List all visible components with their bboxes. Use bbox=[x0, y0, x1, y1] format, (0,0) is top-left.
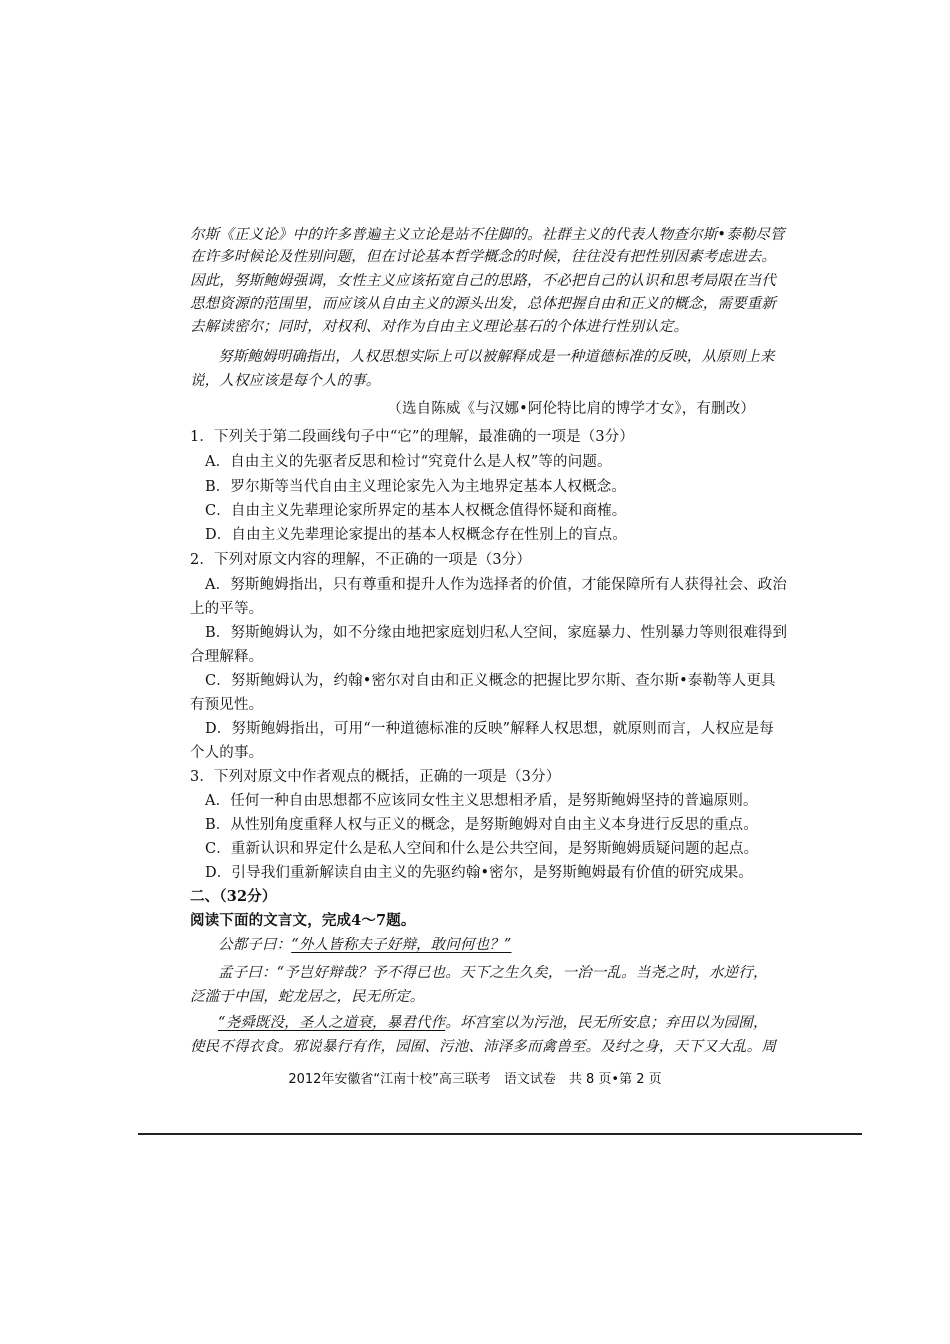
question-2-option-b: B．努斯鲍姆认为，如不分缘由地把家庭划归私人空间，家庭暴力、性别暴力等则很难得到 bbox=[205, 625, 788, 641]
classical-text-line bbox=[218, 934, 798, 956]
passage-line: 去解读密尔；同时，对权利、对作为自由主义理论基石的个体进行性别认定。 bbox=[190, 319, 689, 335]
question-1-option-c: C．自由主义先辈理论家所界定的基本人权概念值得怀疑和商榷。 bbox=[205, 503, 627, 519]
passage-line: 努斯鲍姆明确指出，人权思想实际上可以被解释成是一种道德标准的反映，从原则上来 bbox=[218, 349, 775, 365]
question-2-stem: 2．下列对原文内容的理解，不正确的一项是（3分） bbox=[190, 552, 532, 568]
speaker-label: 公都子曰： bbox=[218, 937, 292, 953]
question-1-option-b: B．罗尔斯等当代自由主义理论家先入为主地界定基本人权概念。 bbox=[205, 479, 627, 495]
question-3-option-d: D．引导我们重新解读自由主义的先驱约翰•密尔，是努斯鲍姆最有价值的研究成果。 bbox=[205, 865, 753, 881]
question-2-option-d: D．努斯鲍姆指出，可用“一种道德标准的反映”解释人权思想，就原则而言，人权应是每 bbox=[205, 721, 774, 737]
passage-line: 在许多时候论及性别问题，但在讨论基本哲学概念的时候，往往没有把性别因素考虑进去。 bbox=[190, 249, 776, 265]
section-2-title: 二、（32分） bbox=[190, 888, 277, 905]
passage-line: 思想资源的范围里，而应该从自由主义的源头出发，总体把握自由和正义的概念，需要重新 bbox=[190, 296, 776, 312]
underlined-quote: “外人皆称夫子好辩，敢问何也？” bbox=[291, 937, 512, 953]
section-2-instruction: 阅读下面的文言文，完成4～7题。 bbox=[190, 912, 416, 929]
question-1-option-d: D．自由主义先辈理论家提出的基本人权概念存在性别上的盲点。 bbox=[205, 527, 627, 543]
question-2-option-a: A．努斯鲍姆指出，只有尊重和提升人作为选择者的价值，才能保障所有人获得社会、政治 bbox=[205, 577, 787, 593]
classical-text-line bbox=[218, 1012, 798, 1034]
classical-text-line: 使民不得衣食。邪说暴行有作，园囿、污池、沛泽多而禽兽至。及纣之身，天下又大乱。周 bbox=[190, 1039, 776, 1055]
underlined-sentence: “尧舜既没，圣人之道衰，暴君代作 bbox=[218, 1015, 446, 1031]
classical-text-rest: 。坏宫室以为污池，民无所安息；弃田以为园囿， bbox=[445, 1015, 768, 1031]
question-3-option-a: A．任何一种自由思想都不应该同女性主义思想相矛盾，是努斯鲍姆坚持的普遍原则。 bbox=[205, 793, 758, 809]
bottom-rule bbox=[138, 1133, 862, 1135]
question-1-option-a: A．自由主义的先驱者反思和检讨“究竟什么是人权”等的问题。 bbox=[205, 454, 612, 470]
question-2-option-c-cont: 有预见性。 bbox=[190, 697, 264, 713]
classical-text-line: 孟子曰：“予岂好辩哉？予不得已也。天下之生久矣，一治一乱。当尧之时，水逆行， bbox=[218, 965, 768, 981]
question-3-option-c: C．重新认识和界定什么是私人空间和什么是公共空间，是努斯鲍姆质疑问题的起点。 bbox=[205, 841, 759, 857]
question-2-option-c: C．努斯鲍姆认为，约翰•密尔对自由和正义概念的把握比罗尔斯、查尔斯•泰勒等人更具 bbox=[205, 673, 776, 689]
question-1-stem: 1．下列关于第二段画线句子中“它”的理解，最准确的一项是（3分） bbox=[190, 429, 635, 445]
question-3-option-b: B．从性别角度重释人权与正义的概念，是努斯鲍姆对自由主义本身进行反思的重点。 bbox=[205, 817, 758, 833]
question-2-option-b-cont: 合理解释。 bbox=[190, 649, 264, 665]
question-2-option-a-cont: 上的平等。 bbox=[190, 601, 264, 617]
passage-line: 尔斯《正义论》中的许多普遍主义立论是站不住脚的。社群主义的代表人物查尔斯•泰勒尽管 bbox=[190, 227, 785, 243]
question-2-option-d-cont: 个人的事。 bbox=[190, 745, 264, 761]
passage-line: 说，人权应该是每个人的事。 bbox=[190, 373, 381, 389]
question-3-stem: 3．下列对原文中作者观点的概括，正确的一项是（3分） bbox=[190, 769, 561, 785]
passage-line: 因此，努斯鲍姆强调，女性主义应该拓宽自己的思路，不必把自己的认识和思考局限在当代 bbox=[190, 273, 776, 289]
passage-source: （选自陈威《与汉娜•阿伦特比肩的博学才女》，有删改） bbox=[387, 401, 755, 417]
page-footer: 2012年安徽省“江南十校”高三联考 语文试卷 共 8 页•第 2 页 bbox=[288, 1072, 662, 1087]
classical-text-line: 泛滥于中国，蛇龙居之，民无所定。 bbox=[190, 989, 425, 1005]
